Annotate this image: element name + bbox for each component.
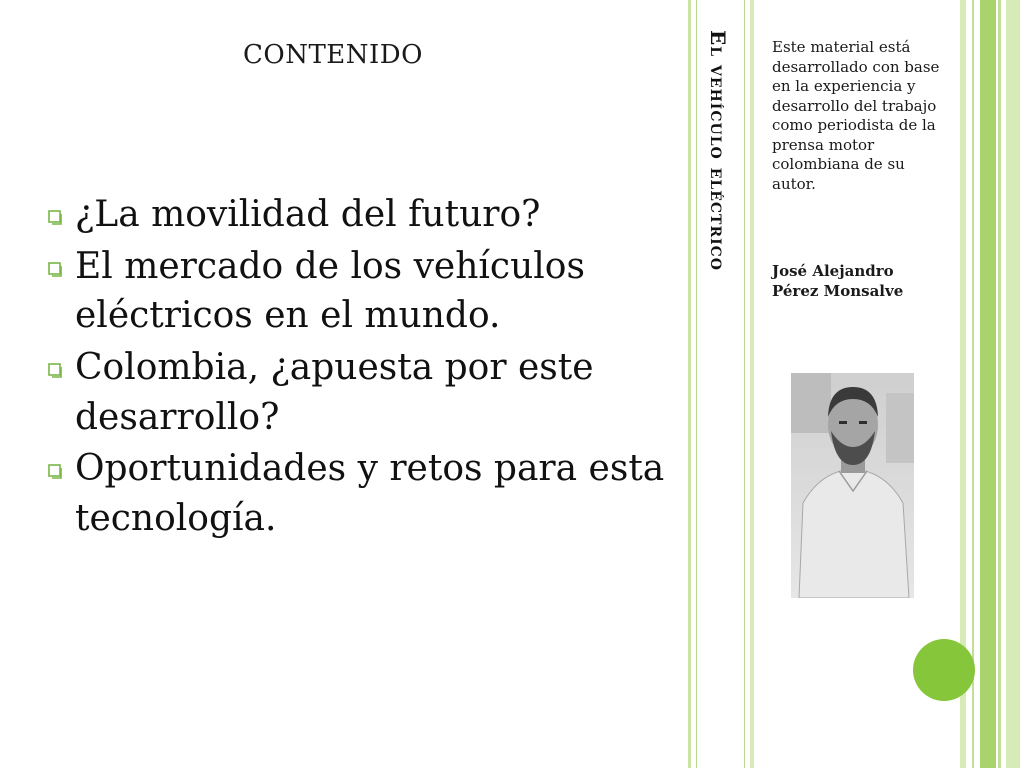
list-item — [48, 343, 688, 442]
decorative-stripe — [980, 0, 996, 768]
hollow-square-bullet-icon — [48, 262, 63, 277]
list-item-text: Oportunidades y retos para esta tecnología. — [75, 448, 665, 540]
hollow-square-bullet-icon — [48, 363, 63, 378]
decorative-stripe — [972, 0, 974, 768]
vertical-title: El vehículo eléctrico — [706, 30, 730, 271]
author-photo — [791, 373, 914, 598]
list-item — [48, 242, 688, 341]
decorative-stripe — [998, 0, 1001, 768]
vertical-title-wrap — [706, 30, 736, 390]
list-item — [48, 444, 688, 543]
hollow-square-bullet-icon — [48, 210, 63, 225]
green-circle-decoration — [913, 639, 975, 701]
decorative-stripe — [1006, 0, 1020, 768]
author-name: José Alejandro Pérez Monsalve — [772, 262, 904, 300]
list-item-text: El mercado de los vehículos eléctricos en el mundo. — [75, 245, 585, 337]
hollow-square-bullet-icon — [48, 464, 63, 479]
list-item-text: Colombia, ¿apuesta por este desarrollo? — [75, 347, 594, 438]
divider-line — [750, 0, 754, 768]
list-item — [48, 190, 688, 240]
divider-line — [688, 0, 691, 768]
sidebar-note: Este material está desarrollado con base en la experiencia y desarrollo del trabajo como periodista de la prensa motor colombiana de su autor. — [772, 38, 940, 193]
divider-line — [744, 0, 745, 768]
topic-list — [48, 190, 688, 546]
portrait-image — [791, 373, 914, 598]
divider-line — [696, 0, 697, 768]
list-item-text: ¿La movilidad del futuro? — [75, 194, 541, 235]
content-heading: CONTENIDO — [243, 40, 423, 70]
